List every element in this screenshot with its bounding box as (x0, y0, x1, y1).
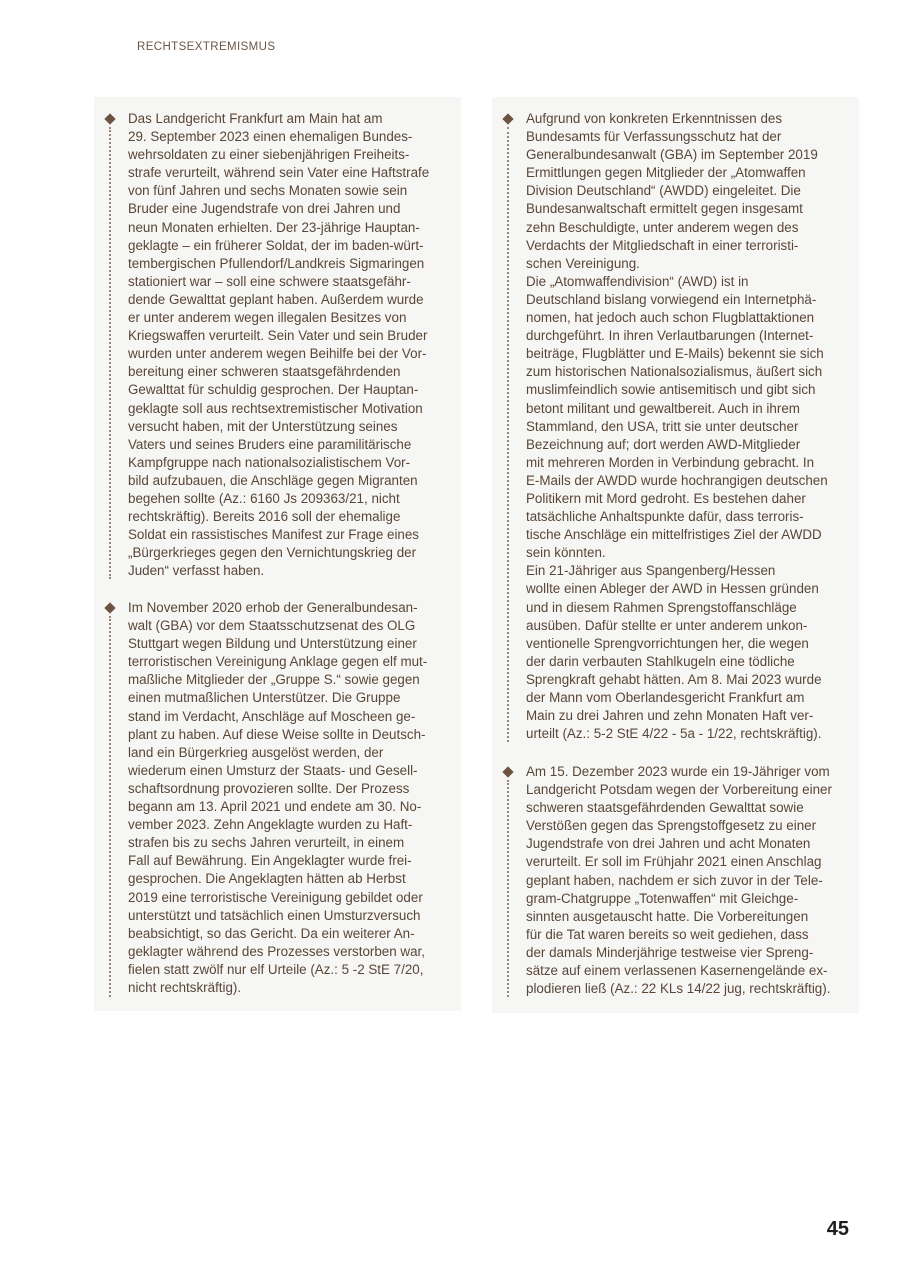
dotted-rule (507, 780, 509, 997)
dotted-rule (109, 616, 111, 997)
entry-text: Das Landgericht Frankfurt am Main hat am 29. September 2023 einen ehemaligen Bundes- wehrsoldaten zu einer siebenjährigen Freiheits- strafe verurteilt, während sein Vater eine Haftstrafe von fünf Jahren und sechs Monaten sowie sein Bruder eine Jugendstrafe von drei Jahren und neun Monaten erhielten. Der 23-jährige Hauptan- geklagte – ein früherer Soldat, der im baden-würt- tembergischen Pfullendorf/Landkreis Sigmaringen stationiert war – soll eine schwere staatsgefähr- dende Gewalttat geplant haben. Außerdem wurde er unter anderem wegen illegalen Besitzes von Kriegswaffen verurteilt. Sein Vater und sein Bruder wurden unter anderem wegen Beihilfe bei der Vor- bereitung einer schweren staatsgefährdenden Gewalttat für schuldig gesprochen. Der Hauptan- geklagte soll aus rechtsextremistischer Motivation versucht haben, mit der Unterstützung seines Vaters und seines Bruders eine paramilitärische Kampfgruppe nach nationalsozialistischem Vor- bild aufzubauen, die Anschläge gegen Migranten begehen sollte (Az.: 6160 Js 209363/21, nicht rechtskräftig). Bereits 2016 soll der ehemalige Soldat ein rassistisches Manifest zur Frage eines „Bürgerkrieges gegen den Vernichtungskrieg der Juden“ verfasst haben. (128, 111, 430, 579)
entry-text: Im November 2020 erhob der Generalbundesan- walt (GBA) vor dem Staatsschutzsenat des OLG Stuttgart wegen Bildung und Unterstützung einer terroristischen Vereinigung Anklage gegen elf mut- maßliche Mitglieder der „Gruppe S.“ sowie gegen einen mutmaßlichen Unterstützer. Die Gruppe stand im Verdacht, Anschläge auf Moscheen ge- plant zu haben. Auf diese Weise sollte in Deutsch- land ein Bürgerkrieg ausgelöst werden, der wiederum einen Umsturz der Staats- und Gesell- schaftsordnung provozieren sollte. Der Prozess begann am 13. April 2021 und endete am 30. No- vember 2023. Zehn Angeklagte wurden zu Haft- strafen bis zu sechs Jahren verurteilt, in einem Fall auf Bewährung. Ein Angeklagter wurde frei- gesprochen. Die Angeklagten hätten ab Herbst 2019 eine terroristische Vereinigung gebildet oder unterstützt und tatsächlich einen Umsturzversuch beabsichtigt, so das Gericht. Da ein weiterer An- geklagter während des Prozesses verstorben war, fielen statt zwölf nur elf Urteile (Az.: 5 -2 StE 7/20, nicht rechtskräftig). (128, 600, 428, 995)
dotted-rule (507, 127, 509, 742)
section-header: RECHTSEXTREMISMUS (137, 41, 276, 53)
diamond-bullet-icon (104, 602, 115, 613)
entry-text: Aufgrund von konkreten Erkenntnissen des Bundesamts für Verfassungsschutz hat der Generalbundesanwalt (GBA) im September 2019 Ermittlungen gegen Mitglieder der „Atomwaffen Division Deutschland“ (AWDD) eingeleitet. Die Bundesanwaltschaft ermittelt gegen insgesamt zehn Beschuldigte, unter anderem wegen des Verdachts der Mitgliedschaft in einer terroristi- schen Vereinigung. Die „Atomwaffendivision“ (AWD) ist in Deutschland bislang vorwiegend ein Internetphä- nomen, hat jedoch auch schon Flugblattaktionen durchgeführt. In ihren Verlautbarungen (Internet- beiträge, Flugblätter und E-Mails) bekennt sie sich zum historischen Nationalsozialismus, äußert sich muslimfeindlich sowie antisemitisch und gibt sich betont militant und gewaltbereit. Auch in ihrem Stammland, den USA, tritt sie unter deutscher Bezeichnung auf; dort werden AWD-Mitglieder mit mehreren Morden in Verbindung gebracht. In E-Mails der AWDD wurde hochrangigen deutschen Politikern mit Mord gedroht. Es bestehen daher tatsächliche Anhaltspunkte dafür, dass terroris- tische Anschläge ein mittelfristiges Ziel der AWDD sein könnten. Ein 21-Jähriger aus Spangenberg/Hessen wollte einen Ableger der AWD in Hessen gründen und in diesem Rahmen Sprengstoffanschläge ausüben. Dafür stellte er unter anderem unkon- ventionelle Sprengvorrichtungen her, die wegen der darin verbauten Stahlkugeln eine tödliche Sprengkraft gehabt hätten. Am 8. Mai 2023 wurde der Mann vom Oberlandesgericht Frankfurt am Main zu drei Jahren und zehn Monaten Haft ver- urteilt (Az.: 5-2 StE 4/22 - 5a - 1/22, rechtskräftig). (526, 111, 828, 742)
entry-text: Am 15. Dezember 2023 wurde ein 19-Jähriger vom Landgericht Potsdam wegen der Vorbereitung einer schweren staatsgefährdenden Gewalttat sowie Verstößen gegen das Sprengstoffgesetz zu einer Jugendstrafe von drei Jahren und acht Monaten verurteilt. Er soll im Frühjahr 2021 einen Anschlag geplant haben, nachdem er sich zuvor in der Tele- gram-Chatgruppe „Totenwaffen“ mit Gleichge- sinnten ausgetauscht hatte. Die Vorbereitungen für die Tat waren bereits so weit gediehen, dass der damals Minderjährige testweise vier Spreng- sätze auf einem verlassenen Kasernengelände ex- plodieren ließ (Az.: 22 KLs 14/22 jug, rechtskräftig). (526, 764, 832, 997)
left-column-panel (94, 97, 461, 1011)
diamond-bullet-icon (104, 113, 115, 124)
page-number: 45 (826, 1218, 849, 1240)
diamond-bullet-icon (502, 113, 513, 124)
diamond-bullet-icon (502, 766, 513, 777)
dotted-rule (109, 127, 111, 579)
right-column-panel (492, 97, 859, 1013)
